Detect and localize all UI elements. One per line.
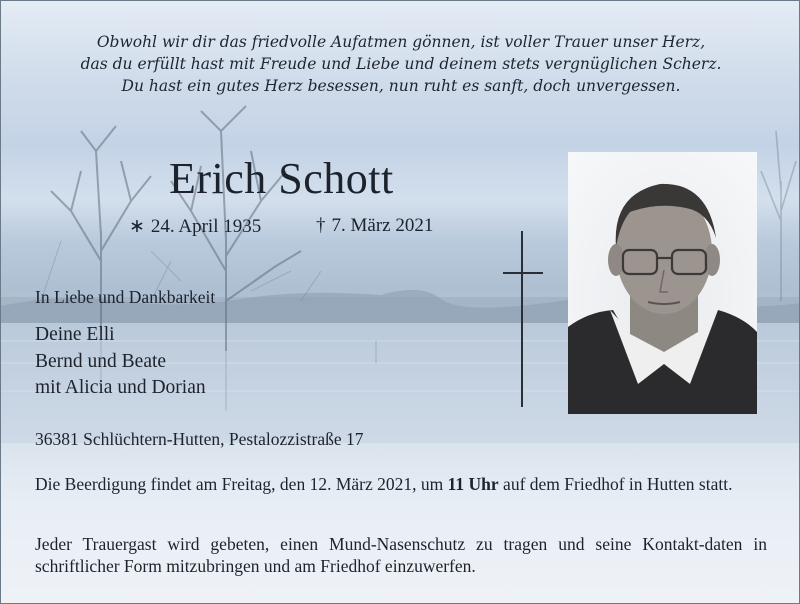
mourner-line: Deine Elli bbox=[35, 324, 115, 345]
poem-line: Obwohl wir dir das friedvolle Aufatmen gönnen, ist voller Trauer unser Herz, bbox=[96, 33, 706, 51]
death-cross-icon: † bbox=[316, 215, 326, 236]
funeral-info bbox=[35, 473, 767, 495]
death-date-text: 7. März 2021 bbox=[331, 215, 434, 236]
birth-date-text: 24. April 1935 bbox=[150, 216, 262, 237]
portrait-photo bbox=[568, 152, 757, 414]
mourners-intro: In Liebe und Dankbarkeit bbox=[35, 287, 216, 307]
address: 36381 Schlüchtern-Hutten, Pestalozzistraße 17 bbox=[35, 429, 364, 449]
funeral-time: 11 Uhr bbox=[447, 474, 499, 494]
deceased-name: Erich Schott bbox=[169, 154, 394, 203]
mourner-line: mit Alicia und Dorian bbox=[35, 377, 206, 398]
covid-notice: Jeder Trauergast wird gebeten, einen Mund-Nasenschutz zu tragen und seine Kontakt-daten in schriftlicher Form mitzubringen und am Friedhof einzuwerfen. bbox=[35, 534, 767, 576]
funeral-text-after: auf dem Friedhof in Hutten statt. bbox=[498, 474, 733, 494]
poem-line: das du erfüllt hast mit Freude und Liebe und deinem stets vergnüglichen Scherz. bbox=[80, 55, 722, 73]
cross-icon-bar bbox=[503, 272, 543, 274]
poem bbox=[1, 31, 800, 97]
funeral-text-before: Die Beerdigung findet am Freitag, den 12. März 2021, um bbox=[35, 474, 448, 494]
birth-date bbox=[129, 215, 261, 238]
cross-icon bbox=[521, 231, 523, 407]
mourner-line: Bernd und Beate bbox=[35, 350, 167, 372]
birth-star-icon: ∗ bbox=[129, 216, 145, 237]
mourners-list bbox=[35, 322, 206, 402]
poem-line: Du hast ein gutes Herz besessen, nun ruht es sanft, doch unvergessen. bbox=[121, 77, 681, 95]
death-date bbox=[316, 215, 433, 237]
